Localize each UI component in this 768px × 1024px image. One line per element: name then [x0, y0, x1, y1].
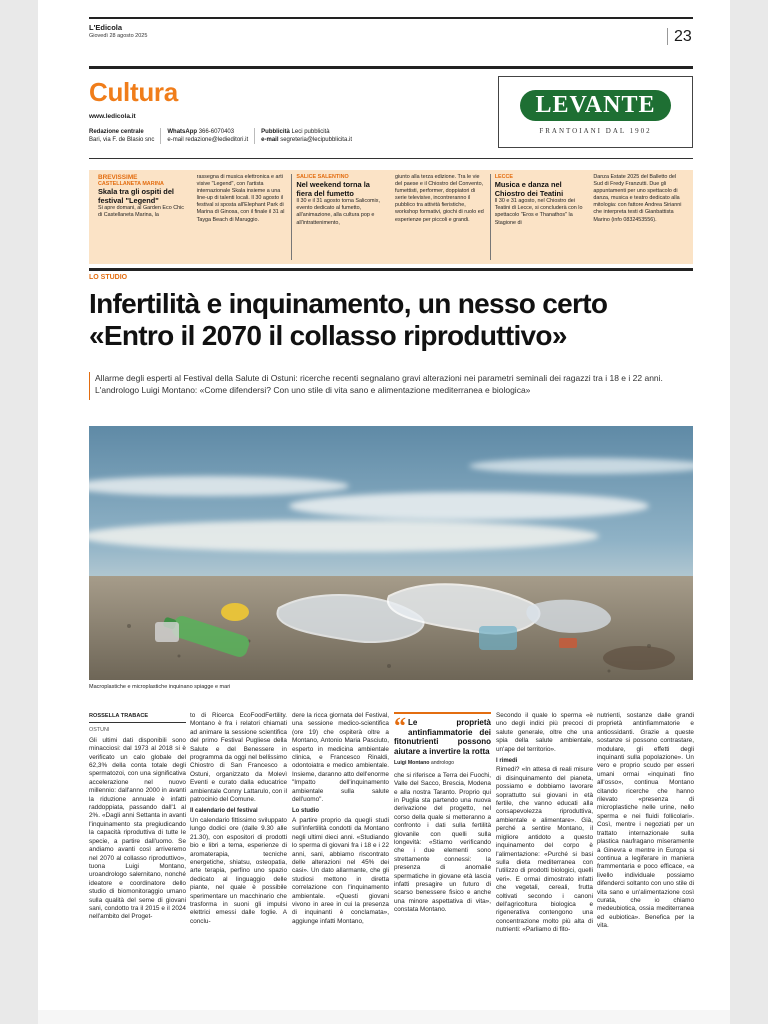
ad-tagline: FRANTOIANI DAL 1902 — [539, 126, 652, 135]
ad-brand-logo: LEVANTE — [520, 90, 672, 121]
whatsapp-label: WhatsApp — [167, 129, 198, 135]
article-location: OSTUNI — [89, 727, 110, 734]
quote-role: andrologo — [430, 760, 454, 767]
brief-headline: Nel weekend torna la fiera del fumetto — [296, 180, 370, 198]
pubblicita-label: Pubblicità — [261, 129, 290, 135]
pull-quote-text: Le proprietà antinfiammatorie dei fitonutrienti possono aiutare a invertire la rotta — [394, 718, 491, 756]
article-paragraph: nutrienti, sostanze dalle grandi proprietà antinfiammatorie e antiossidanti. Grazie a queste sostanze si possono contrastare, modulare, gli effetti degli inquinanti sulla popolazione». Un vero e proprio scudo per esseri umani ormai «inquinati fino all'osso», continua Montano citando ricerche che hanno rilevato «presenza di microplastiche nelle urine, nello sperma e nei fluidi follicolari». Così, mentre i negoziati per un trattato internazionale sulla plastica naufragano miseramente a Ginevra e mentre in Europa si continua a legiferare in maniera frammentaria e poco efficace, «a livello individuale possiamo difenderci soltanto con uno stile di vita sano e un'alimentazione così curata, che io chiamo medeubiotica, ossia mediterranea ed eubiotica». Benefica per la vita. — [597, 712, 694, 930]
brevissime-column — [391, 174, 490, 260]
pubblicita-email: segreteria@lecipubblicita.it — [280, 137, 352, 143]
article-paragraph: Rimedi? «In attesa di reali misure di disinquinamento del pianeta, possiamo e dobbiamo lavorare soprattutto sui giovani in età fertile, che vanno educati alla consapevolezza riproduttiva, ambientale e alimentare». Già, perché a sentire Montano, il migliore antidoto a questo inquinamento del corpo è l'alimentazione: «Purché si basi sulla dieta mediterranea con l'utilizzo di prodotti biologici, quelli veri». E ormai dimostrato infatti che vegetali, cereali, frutta coltivati secondo i canoni dell'agricoltura biologica e rigenerativa contengono una concentrazione molto più alta di nutrienti: «Parliamo di fito- — [496, 766, 593, 934]
advertisement-levante — [498, 76, 693, 148]
contacts-bar — [89, 128, 489, 144]
quote-author: Luigi Montano — [394, 760, 430, 767]
pull-quote-attribution — [394, 759, 491, 767]
brevissime-column — [94, 174, 193, 260]
brevissime-kicker: BREVISSIME — [98, 174, 138, 181]
article-paragraph: che si riferisce a Terra dei Fuochi, Valle del Sacco, Brescia, Modena e alla nostra Taranto. Proprio qui in Puglia sta partendo una nuova derivazione del progetto, nel corso della quale si metteranno a confronto i dati sulla fertilità giovanile con quelli sulla longevità: «Stiamo verificando che i due elementi sono strettamente connessi: la presenza di anomalie spermatiche in giovane età lascia infatti presagire un futuro di scarso benessere fisico e anche una minore aspettativa di vita», constata Montano. — [394, 771, 491, 914]
next-page-edge — [38, 1010, 730, 1024]
article-column-5 — [496, 712, 593, 1008]
article-subhead: Lo studio — [292, 808, 319, 815]
pubblicita-name: Leci pubblicità — [291, 129, 330, 135]
brief-body: Il 30 e 31 agosto, nel Chiostro dei Teatini di Lecce, si concluderà con lo spettacolo "Eros e Thanathos" la Stagione di — [494, 198, 583, 226]
quote-mark-icon: “ — [394, 714, 406, 740]
article-column-1 — [89, 712, 186, 1008]
brief-body: Il 30 e il 31 agosto torna Salicomix, evento dedicato al fumetto, all'animazione, alla cultura pop e all'intrattenimento, — [296, 198, 380, 226]
brief-body: Danza Estate 2025 del Balletto del Sud di Fredy Franzutti. Due gli appuntamenti per uno spettacolo di danza, musica e teatro dedicato alla mitologia: con fattore Andrea Sirianni che interpreta testi di Gianbattista Marino (info 0832453556). — [593, 174, 682, 223]
redazione-label: Redazione centrale — [89, 129, 144, 135]
brevissime-column — [291, 174, 391, 260]
article-photo-beach-plastic — [89, 426, 693, 680]
whatsapp-number: 366-6070403 — [198, 129, 235, 135]
article-subhead: I rimedi — [496, 758, 518, 765]
article-column-4 — [394, 712, 491, 1008]
article-subhead: Il calendario del festival — [190, 808, 258, 815]
redazione-address: Bari, via F. de Blasio snc — [89, 137, 155, 143]
section-title: Cultura — [89, 77, 178, 107]
article-column-6 — [597, 712, 694, 1008]
brief-headline: Musica e danza nel Chiostro dei Teatini — [494, 180, 564, 198]
subheadline-accent — [89, 372, 90, 400]
article-column-3 — [292, 712, 389, 1008]
masthead-brand: L'Edicola — [89, 23, 123, 32]
brief-headline: Skala tra gli ospiti del festival "Legend" — [98, 187, 174, 205]
contact-redazione — [89, 128, 161, 144]
article-paragraph: Un calendario fittissimo sviluppato lungo dodici ore (dalle 9.30 alle 21.30), con espositori di prodotti bio e libri a tema, esperienze di aromaterapia, tecniche energetiche, shiatsu, osteopatia, arte terapia, perfino uno spazio dedicato al linguaggio delle piante, nel quale è possibile sperimentare un macchinario che trasforma in suoni gli impulsi elettrici emessi dalle foglie. A conclu- — [190, 816, 287, 925]
article-paragraph: A partire proprio da quegli studi sull'infertilità condotti da Montano negli ultimi dieci anni. «Studiando lo sperma di giovani fra i 18 e i 22 anni, sani, abbiamo riscontrato delle alterazioni nel 45% dei casi». Un dato allarmante, che gli studiosi mettono in diretta correlazione con l'inquinamento ambientale. «Questi giovani vivono in aree in cui la presenza di inquinanti è conclamata», aggiunge infatti Montano, — [292, 816, 389, 925]
brevissime-box — [89, 170, 693, 264]
beach-photo-illustration — [89, 426, 693, 680]
brevissime-column — [589, 174, 688, 260]
article-byline: ROSSELLA TRABACE — [89, 712, 186, 723]
article-paragraph: dere la ricca giornata del Festival, una sessione medico-scientifica (ore 19) che ospiterà oltre a Montano, Antonio Maria Pasciuto, esperto in medicina ambientale clinica, e Francesco Rinaldi, odontoiatra e medico ambientale. Insieme, daranno atto dell'enorme "Impatto dell'inquinamento ambientale sulla salute dell'uomo". — [292, 712, 389, 804]
article-headline-line1: Infertilità e inquinamento, un nesso certo — [89, 288, 608, 319]
issue-date: Giovedì 28 agosto 2025 — [89, 33, 148, 39]
section-website: www.ledicola.it — [89, 113, 136, 120]
brief-place: LECCE — [494, 174, 513, 180]
article-headline-line2: «Entro il 2070 il collasso riproduttivo» — [89, 320, 567, 351]
article-paragraph: Secondo il quale lo sperma «è uno degli indici più precoci di salute generale, oltre che una spia della salute ambientale, un'ape del territorio». — [496, 712, 593, 753]
pull-quote — [394, 712, 491, 768]
section-rule — [89, 66, 693, 69]
contact-whatsapp — [167, 128, 255, 144]
page-number: 23 — [667, 28, 692, 45]
article-paragraph: to di Ricerca EcoFoodFertility. Montano è fra i relatori chiamati ad animare la sessione scientifica del primo Festival Pugliese della Salute e del Benessere in programma da oggi nel bellissimo Chiostro di San Francesco a Ostuni, organizzato da Molevì Eventi e curato dalla educatrice ambientale Conny Lattarulo, con il patrocinio del Comune. — [190, 712, 287, 804]
article-rule — [89, 268, 693, 271]
contact-pubblicita — [261, 128, 358, 144]
article-column-2 — [190, 712, 287, 1008]
brevissime-rule — [89, 158, 693, 159]
photo-caption: Macroplastiche e microplastiche inquinano spiagge e mari — [89, 684, 231, 690]
article-subheadline: Allarme degli esperti al Festival della Salute di Ostuni: ricerche recenti segnalano gravi alterazioni nei parametri seminali dei ragazzi tra i 18 e i 22 anni. L'andrologo Luigi Montano: «Come difendersi? Con uno stile di vita sano e alimentazione mediterranea e biologica» — [95, 373, 663, 395]
brief-body: rassegna di musica elettronica e arti visive "Legend", con l'artista internazionale Skala insieme a una line-up di talenti locali. Il 30 agosto il festival si sposta all'Elephant Park di Marina di Ginosa, con il finale il 31 al Tayga Beach di Maruggio. — [196, 174, 285, 223]
brief-place: CASTELLANETA MARINA — [98, 181, 164, 188]
header-rule — [89, 17, 693, 19]
brief-body: giunto alla terza edizione. Tra le vie del paese e il Chiostro del Convento, fumettisti, performer, doppiatori di serie televisive, incontreranno il pubblico tra attività fieristiche, workshop formativi, giochi di ruolo ed esperienze per piccoli e grandi. — [395, 174, 484, 223]
brevissime-column — [490, 174, 590, 260]
whatsapp-email: e-mail redazione@ledieditori.it — [167, 137, 249, 143]
brevissime-column — [193, 174, 292, 260]
article-body — [89, 712, 693, 1008]
pubblicita-email-label: e-mail — [261, 137, 279, 143]
article-kicker: LO STUDIO — [89, 274, 128, 281]
brief-body: Si apre domani, al Garden Eco Chic di Castellaneta Marina, la — [98, 205, 184, 219]
brief-place: SALICE SALENTINO — [296, 174, 349, 180]
article-paragraph: Gli ultimi dati disponibili sono minacciosi: dal 1973 al 2018 si è verificato un calo globale del 62,3% della conta totale degli spermatozoi, con una significativa accelerazione nel nuovo millennio: dall'anno 2000 in avanti la riduzione annuale è infatti raddoppiata, passando dall'1 al 2%. «Dagli anni Settanta in avanti l'inquinamento sta pregiudicando la capacità riproduttiva di tutte le specie, a partire dall'uomo. Se andiamo avanti così arriveremo nel 2070 al collasso riproduttivo», tuona Luigi Montano, uroandrologo salernitano, nonché ideatore e coordinatore dello studio di biomonitoraggio umano sulla qualità del seme di giovani sani, condotto tra il 2015 e il 2024 nell'ambito del Proget- — [89, 736, 186, 921]
